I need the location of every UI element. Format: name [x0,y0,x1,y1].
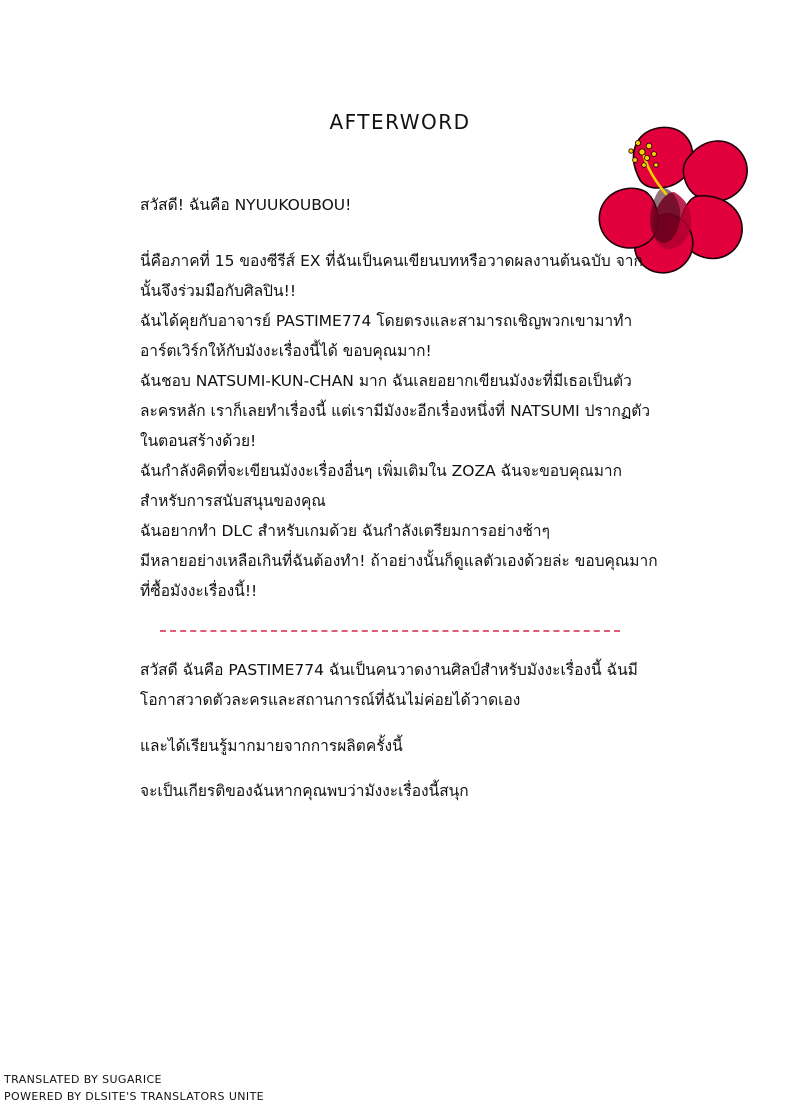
footer-line-translated-by: TRANSLATED BY SUGARICE [4,1073,162,1086]
afterword-body [140,190,660,822]
footer-credits [4,1071,264,1105]
paragraph: และได้เรียนรู้มากมายจากการผลิตครั้งนี้ [140,736,403,755]
paragraph: จะเป็นเกียรติของฉันหากคุณพบว่ามังงะเรื่องนี้สนุก [140,782,469,800]
page-title: AFTERWORD [329,110,471,134]
footer-line-powered-by: POWERED BY DLSITE'S TRANSLATORS UNITE [4,1090,265,1103]
paragraph: ฉันอยากทำ DLC สำหรับเกมด้วย ฉันกำลังเตรียมการอย่างช้าๆ [140,522,550,540]
paragraph: นี่คือภาคที่ 15 ของซีรีส์ EX ที่ฉันเป็นคนเขียนบทหรือวาดผลงานต้นฉบับ จากนั้นจึงร่วมมือกับศิลปิน!! [140,252,643,300]
section-divider [160,630,620,633]
paragraph: มีหลายอย่างเหลือเกินที่ฉันต้องทำ! ถ้าอย่างนั้นก็ดูแลตัวเองด้วยล่ะ ขอบคุณมากที่ซื้อมังงะเรื่องนี้!! [140,552,658,600]
paragraph: ฉันได้คุยกับอาจารย์ PASTIME774 โดยตรงและสามารถเชิญพวกเขามาทำอาร์ตเวิร์กให้กับมังงะเรื่องนี้ได้ ขอบคุณมาก! [140,312,633,360]
paragraph: ฉันชอบ NATSUMI-KUN-CHAN มาก ฉันเลยอยากเขียนมังงะที่มีเธอเป็นตัวละครหลัก เราก็เลยทำเรื่องนี้ แต่เรามีมังงะอีกเรื่องหนึ่งที่ NATSUMI ปรากฏตัวในตอนสร้างด้วย! [140,372,651,450]
paragraph: สวัสดี ฉันคือ PASTIME774 ฉันเป็นคนวาดงานศิลป์สำหรับมังงะเรื่องนี้ ฉันมีโอกาสวาดตัวละครและสถานการณ์ที่ฉันไม่ค่อยได้วาดเอง [140,661,638,709]
greeting-line: สวัสดี! ฉันคือ NYUUKOUBOU! [140,196,352,214]
paragraph: ฉันกำลังคิดที่จะเขียนมังงะเรื่องอื่นๆ เพิ่มเติมใน ZOZA ฉันจะขอบคุณมากสำหรับการสนับสนุนของคุณ [140,462,623,510]
